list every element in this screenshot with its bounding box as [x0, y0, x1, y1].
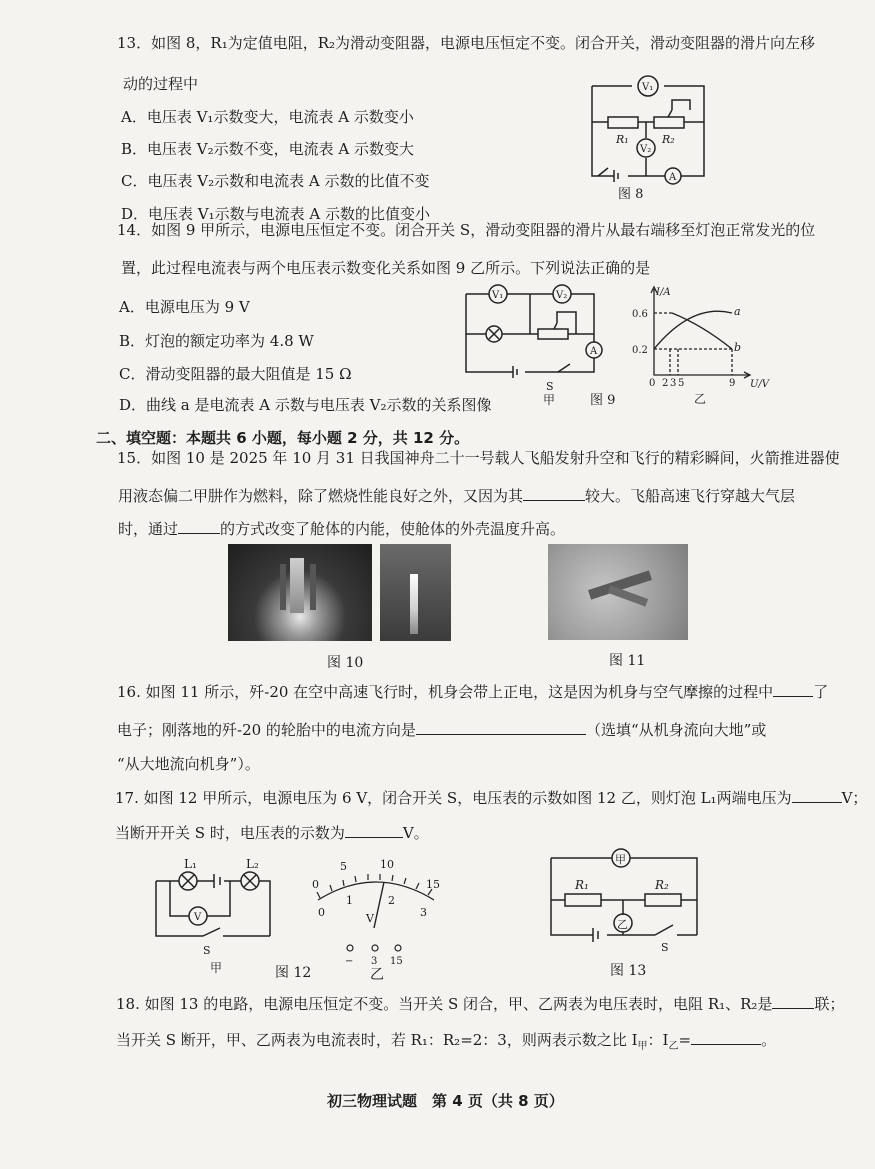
- q14-option-b: B．灯泡的额定功率为 4.8 W: [119, 332, 314, 350]
- q15-line1: 15．如图 10 是 2025 年 10 月 31 日我国神舟二十一号载人飞船发射升空和飞行的精彩瞬间，火箭推进器使: [117, 449, 840, 467]
- page-footer: 初三物理试题 第 4 页（共 8 页）: [327, 1092, 564, 1110]
- q17-line1: 17. 如图 12 甲所示，电源电压为 6 V，闭合开关 S，电压表的示数如图 12 乙，则灯泡 L₁两端电压为 V；: [115, 786, 867, 808]
- figure-10-photo-flight: [380, 544, 451, 641]
- fig9-xtick-9: 9: [729, 378, 736, 389]
- fig9-jia-label: 甲: [543, 393, 556, 407]
- q14-stem-line1: 14．如图 9 甲所示，电源电压恒定不变。闭合开关 S，滑动变阻器的滑片从最右端移至灯泡正常发光的位: [117, 221, 816, 239]
- figure-10-photo-launch: [228, 544, 372, 641]
- q13-option-d: D．电压表 V₁示数与电流表 A 示数的比值变小: [121, 205, 431, 223]
- figure-12-voltmeter-dial: [302, 852, 450, 977]
- fig9-ytick-0-6: 0.6: [632, 309, 648, 320]
- fig12-l2-label: L₂: [246, 857, 259, 871]
- fig9-v2-label: V₂: [556, 290, 568, 301]
- fig9-xtick-3: 3: [670, 378, 677, 389]
- q17-line2: 当断开开关 S 时，电压表的示数为 V。: [115, 821, 429, 843]
- fig13-r1-label: R₁: [575, 878, 589, 892]
- fig9-caption: 图 9: [590, 393, 616, 408]
- fig8-r1-label: R₁: [616, 133, 629, 146]
- fig9-xtick-0: 0: [649, 378, 656, 389]
- fig12-dial-v-label: V: [366, 912, 374, 925]
- q14-option-c: C．滑动变阻器的最大阻值是 15 Ω: [119, 365, 352, 383]
- fig13-r2-label: R₂: [655, 878, 669, 892]
- q13-stem-line2: 动的过程中: [123, 75, 199, 93]
- q13-option-b: B．电压表 V₂示数不变，电流表 A 示数变大: [121, 140, 415, 158]
- q15-line2: 用液态偏二甲肼作为燃料，除了燃烧性能良好之外，又因为其 较大。飞船高速飞行穿越大气层: [118, 484, 795, 506]
- figure-12-circuit: [148, 848, 278, 973]
- figure-12-caption: 图 12: [275, 965, 312, 981]
- figure-8-circuit: [580, 70, 720, 200]
- q13-stem-line1: 13．如图 8，R₁为定值电阻，R₂为滑动变阻器，电源电压恒定不变。闭合开关，滑动变阻器的滑片向左移: [117, 34, 816, 52]
- q14-option-d: D．曲线 a 是电流表 A 示数与电压表 V₂示数的关系图像: [119, 396, 492, 414]
- q16-blank-1[interactable]: [773, 680, 813, 697]
- fig12-dial-bottom-3: 3: [420, 906, 427, 919]
- fig9-yi-label: 乙: [694, 392, 707, 406]
- fig12-l1-label: L₁: [184, 857, 197, 871]
- q18-blank-2[interactable]: [691, 1028, 761, 1045]
- q15-line3: 时，通过 的方式改变了舱体的内能，使舱体的外壳温度升高。: [118, 517, 565, 539]
- fig9-y-axis-label: I/A: [656, 287, 671, 298]
- fig8-v1-label: V₁: [642, 82, 654, 93]
- fig9-v1-label: V₁: [492, 290, 504, 301]
- fig12-term-3: 3: [371, 956, 378, 967]
- fig12-voltmeter-label: V: [194, 912, 202, 923]
- figure-9-graph: [632, 285, 770, 406]
- q16-blank-2[interactable]: [416, 718, 586, 735]
- fig12-dial-top-15: 15: [426, 878, 440, 891]
- fig9-x-axis-label: U/V: [750, 379, 770, 390]
- fig13-yi-meter-label: 乙: [617, 918, 628, 931]
- fig12-dial-bottom-0: 0: [318, 906, 325, 919]
- figure-11-photo-j20: [548, 544, 688, 640]
- figure-13-circuit: [545, 845, 705, 970]
- q14-stem-line2: 置，此过程电流表与两个电压表示数变化关系如图 9 乙所示。下列说法正确的是: [121, 259, 651, 277]
- fig9-ytick-0-2: 0.2: [632, 345, 648, 356]
- fig12-switch-label: S: [203, 944, 211, 957]
- fig12-jia-label: 甲: [210, 961, 223, 975]
- fig12-dial-top-10: 10: [380, 858, 394, 871]
- fig12-term-15: 15: [390, 956, 403, 967]
- fig9-xtick-2: 2: [662, 378, 669, 389]
- figure-10-caption: 图 10: [327, 655, 364, 671]
- q16-line2: 电子；刚落地的歼-20 的轮胎中的电流方向是 （选填“从机身流向大地”或: [117, 718, 766, 740]
- fig8-v2-label: V₂: [640, 144, 652, 155]
- fig12-dial-top-5: 5: [340, 860, 347, 873]
- fig12-dial-bottom-1: 1: [346, 894, 353, 907]
- figure-11-caption: 图 11: [609, 653, 646, 669]
- q15-blank-1[interactable]: [523, 484, 585, 501]
- figure-9-circuit: [458, 280, 616, 408]
- figure-13-caption: 图 13: [610, 963, 647, 979]
- q13-option-c: C．电压表 V₂示数和电流表 A 示数的比值不变: [121, 172, 430, 190]
- fig13-switch-label: S: [661, 941, 669, 954]
- q18-line2: 当开关 S 断开，甲、乙两表为电流表时，若 R₁：R₂=2：3，则两表示数之比 $I_甲$：$I_乙=$ 。: [116, 1028, 776, 1057]
- fig12-dial-top-0: 0: [312, 878, 319, 891]
- q17-blank-2[interactable]: [345, 821, 403, 838]
- q18-line1: 18. 如图 13 的电路，电源电压恒定不变。当开关 S 闭合，甲、乙两表为电压表时，电阻 R₁、R₂是 联；: [116, 992, 844, 1014]
- section-2-heading: 二、填空题：本题共 6 小题，每小题 2 分，共 12 分。: [96, 429, 470, 447]
- fig9-curve-b-label: b: [734, 341, 742, 354]
- fig9-xtick-5: 5: [678, 378, 685, 389]
- q16-line3: “从大地流向机身”）。: [117, 755, 260, 773]
- q13-option-a: A．电压表 V₁示数变大，电流表 A 示数变小: [121, 108, 414, 126]
- q17-blank-1[interactable]: [792, 786, 842, 803]
- fig9-switch-label: S: [546, 380, 554, 393]
- q15-blank-2[interactable]: [178, 517, 220, 534]
- fig12-term-minus: −: [345, 956, 354, 967]
- fig13-jia-meter-label: 甲: [615, 853, 626, 866]
- q16-line1: 16. 如图 11 所示，歼-20 在空中高速飞行时，机身会带上正电，这是因为机身与空气摩擦的过程中 了: [117, 680, 828, 702]
- figure-12-yi-label: 乙: [370, 967, 384, 983]
- q18-blank-1[interactable]: [772, 992, 814, 1009]
- fig9-curve-a-label: a: [734, 305, 741, 318]
- fig8-r2-label: R₂: [662, 133, 675, 146]
- fig12-dial-bottom-2: 2: [388, 894, 395, 907]
- fig8-ammeter-label: A: [669, 172, 677, 183]
- fig9-ammeter-label: A: [590, 346, 598, 357]
- q14-option-a: A．电源电压为 9 V: [119, 298, 250, 316]
- fig8-caption: 图 8: [618, 187, 644, 202]
